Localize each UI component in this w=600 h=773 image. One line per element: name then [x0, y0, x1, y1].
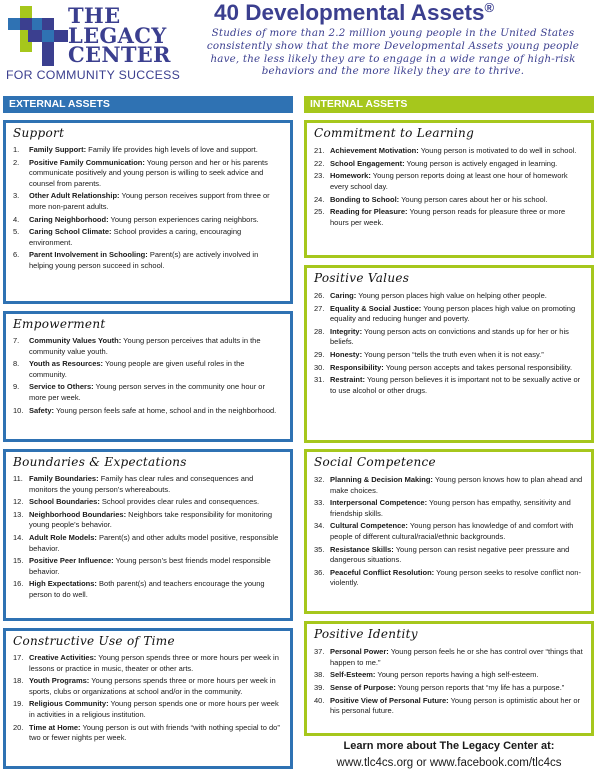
asset-text: Young person feels he or she has control over “things that happen to me.” — [330, 647, 583, 667]
asset-description — [330, 475, 584, 496]
asset-item — [314, 545, 584, 566]
asset-item — [314, 304, 584, 325]
asset-name: Bonding to School: — [330, 194, 400, 204]
intro-text: Studies of more than 2.2 million young people in the United States consistently show that the more Developmental Assets young people have, the less likely they are to engage in a wide range of high-risk behaviors and the more likely they are to thrive. — [206, 27, 580, 78]
asset-number: 26. — [314, 291, 325, 300]
asset-name: Other Adult Relationship: — [29, 191, 120, 201]
asset-description — [330, 568, 584, 589]
asset-number: 17. — [13, 653, 24, 662]
asset-description — [29, 250, 283, 271]
asset-description — [29, 723, 283, 744]
asset-name: High Expectations: — [29, 579, 97, 589]
asset-item — [13, 676, 283, 697]
asset-text: Young person reports that “my life has a purpose.” — [395, 682, 565, 692]
asset-text: Parent(s) are actively involved in helping young person succeed in school. — [29, 250, 259, 270]
asset-description — [330, 545, 584, 566]
asset-item — [314, 363, 584, 374]
asset-name: Youth as Resources: — [29, 359, 104, 369]
asset-number: 21. — [314, 146, 325, 155]
asset-name: Caring Neighborhood: — [29, 214, 109, 224]
asset-name: Neighborhood Boundaries: — [29, 509, 127, 519]
empowerment-section — [3, 311, 293, 442]
section-title: Positive Values — [314, 271, 410, 285]
asset-name: Equality & Social Justice: — [330, 303, 422, 313]
asset-number: 2. — [13, 157, 20, 167]
asset-name: Adult Role Models: — [29, 533, 97, 543]
asset-description — [29, 556, 283, 577]
asset-number: 16. — [13, 579, 24, 589]
asset-number: 27. — [314, 303, 325, 313]
asset-text: Young person serves in the community one hour or more per week. — [29, 382, 265, 402]
asset-description — [29, 145, 283, 156]
asset-item — [314, 171, 584, 192]
asset-text: Young person knows how to plan ahead and make choices. — [330, 475, 583, 495]
asset-text: Young person seeks to resolve conflict non-violently. — [330, 567, 581, 588]
logo — [6, 4, 188, 86]
asset-item — [314, 375, 584, 396]
section-title: Social Competence — [314, 455, 436, 469]
asset-name: School Engagement: — [330, 158, 405, 168]
asset-number: 38. — [314, 670, 325, 680]
asset-item — [13, 699, 283, 720]
asset-number: 14. — [13, 533, 24, 543]
logo-tagline: FOR COMMUNITY SUCCESS — [6, 68, 181, 82]
support-section — [3, 120, 293, 304]
footer-learn-more: Learn more about The Legacy Center at: — [343, 740, 555, 752]
asset-name: Reading for Pleasure: — [330, 207, 408, 217]
asset-text: Young person is motivated to do well in school. — [418, 146, 577, 155]
asset-text: Young person receives support from three or more non-parent adults. — [29, 191, 270, 211]
asset-text: Young person reports having a high self-esteem. — [375, 670, 539, 680]
asset-text: Young person and her or his parents communicate positively and young person is willing to seek advice and counsel from parents. — [29, 157, 268, 188]
asset-text: Young person “tells the truth even when it is not easy.” — [362, 350, 544, 360]
asset-item — [314, 195, 584, 206]
asset-name: Religious Community: — [29, 699, 109, 709]
social-competence-section — [304, 449, 594, 614]
asset-text: Young person is out with friends “with nothing special to do” two or fewer nights per week. — [29, 722, 280, 743]
asset-description — [330, 521, 584, 542]
asset-item — [314, 521, 584, 542]
asset-description — [29, 191, 283, 212]
asset-description — [330, 171, 584, 192]
asset-item — [314, 647, 584, 668]
asset-item — [13, 382, 283, 403]
asset-description — [330, 363, 584, 374]
asset-description — [29, 227, 283, 248]
asset-name: Youth Programs: — [29, 676, 90, 686]
asset-text: Young person spends one or more hours per week in activities in a religious institution. — [29, 699, 279, 719]
asset-description — [29, 676, 283, 697]
asset-text: Young person perceives that adults in the community value youth. — [29, 336, 261, 356]
asset-name: Positive Peer Influence: — [29, 556, 114, 566]
asset-name: Caring School Climate: — [29, 227, 112, 237]
asset-description — [330, 207, 584, 228]
asset-name: Integrity: — [330, 326, 363, 336]
asset-description — [330, 146, 584, 157]
asset-name: Safety: — [29, 405, 55, 415]
asset-text: Young person is actively engaged in learning. — [404, 158, 558, 168]
section-title: Constructive Use of Time — [13, 634, 175, 648]
asset-text: School provides clear rules and consequences. — [99, 497, 260, 507]
asset-item — [13, 227, 283, 248]
asset-item — [13, 158, 283, 190]
boundaries-section — [3, 449, 293, 621]
asset-name: Interpersonal Competence: — [330, 498, 428, 508]
asset-item — [314, 498, 584, 519]
asset-description — [29, 474, 283, 495]
asset-description — [29, 653, 283, 674]
asset-description — [330, 683, 584, 694]
asset-name: Peaceful Conflict Resolution: — [330, 567, 435, 577]
asset-number: 12. — [13, 497, 24, 507]
commitment-learning-section — [304, 120, 594, 258]
asset-item — [314, 568, 584, 589]
asset-name: Cultural Competence: — [330, 521, 408, 531]
asset-item — [314, 475, 584, 496]
asset-name: Resistance Skills: — [330, 544, 394, 554]
asset-text: Neighbors take responsibility for monitoring young people’s behavior. — [29, 509, 272, 530]
asset-item — [314, 683, 584, 694]
asset-description — [29, 336, 283, 357]
page-title: 40 Developmental Assets® — [214, 0, 495, 25]
asset-name: Community Values Youth: — [29, 336, 122, 345]
asset-number: 33. — [314, 498, 325, 508]
asset-name: Service to Others: — [29, 382, 94, 392]
asset-text: Young person places high value on promoting equality and reducing hunger and poverty. — [330, 303, 576, 324]
asset-item — [13, 533, 283, 554]
asset-number: 39. — [314, 682, 325, 692]
asset-text: Young person reads for pleasure three or more hours per week. — [330, 207, 566, 227]
asset-description — [330, 375, 584, 396]
asset-description — [29, 497, 283, 508]
asset-number: 15. — [13, 556, 24, 566]
asset-description — [29, 382, 283, 403]
asset-number: 5. — [13, 227, 20, 237]
asset-text: Young person experiences caring neighbors. — [108, 214, 259, 224]
asset-name: Caring: — [330, 291, 357, 300]
asset-name: Sense of Purpose: — [330, 682, 396, 692]
asset-item — [314, 670, 584, 681]
asset-number: 37. — [314, 647, 325, 656]
asset-item — [13, 556, 283, 577]
asset-item — [13, 510, 283, 531]
asset-description — [29, 699, 283, 720]
asset-name: Time at Home: — [29, 722, 81, 732]
asset-text: School provides a caring, encouraging environment. — [29, 227, 242, 247]
asset-description — [330, 304, 584, 325]
asset-description — [29, 158, 283, 190]
asset-text: Young persons spends three or more hours per week in sports, clubs or organizations at school and/or in the community. — [29, 676, 276, 696]
section-title: Positive Identity — [314, 627, 418, 641]
asset-text: Young person accepts and takes personal responsibility. — [383, 362, 573, 372]
internal-assets-heading: INTERNAL ASSETS — [304, 96, 594, 113]
asset-item — [13, 497, 283, 508]
asset-description — [29, 510, 283, 531]
asset-text: Young person acts on convictions and stands up for her or his beliefs. — [330, 326, 569, 347]
asset-description — [330, 327, 584, 348]
asset-number: 32. — [314, 475, 325, 484]
asset-name: Achievement Motivation: — [330, 146, 419, 155]
asset-name: Family Boundaries: — [29, 474, 99, 483]
asset-text: Young person believes it is important not to be sexually active or to use alcohol or other drugs. — [330, 375, 581, 395]
asset-text: Young people are given useful roles in the community. — [29, 359, 245, 379]
asset-description — [29, 359, 283, 380]
asset-number: 29. — [314, 350, 325, 360]
legacy-center-logo-icon — [6, 4, 70, 68]
asset-text: Parent(s) and other adults model positive, responsible behavior. — [29, 533, 279, 553]
asset-text: Young person is optimistic about her or his personal future. — [330, 695, 580, 716]
section-title: Support — [13, 126, 65, 140]
positive-identity-section — [304, 621, 594, 736]
section-title: Commitment to Learning — [314, 126, 475, 140]
asset-text: Young person’s best friends model responsible behavior. — [29, 556, 271, 576]
asset-name: Homework: — [330, 171, 371, 181]
asset-number: 9. — [13, 382, 20, 392]
asset-number: 3. — [13, 191, 20, 201]
asset-text: Young person feels safe at home, school and in the neighborhood. — [54, 405, 277, 415]
asset-item — [314, 207, 584, 228]
asset-name: Creative Activities: — [29, 653, 97, 662]
section-title: Empowerment — [13, 317, 106, 331]
asset-number: 18. — [13, 676, 24, 686]
asset-item — [314, 291, 584, 302]
asset-name: Personal Power: — [330, 647, 389, 656]
asset-item — [13, 145, 283, 156]
asset-number: 25. — [314, 207, 325, 217]
asset-number: 4. — [13, 214, 20, 224]
asset-name: Planning & Decision Making: — [330, 475, 433, 484]
asset-description — [29, 406, 283, 417]
asset-description — [29, 579, 283, 600]
asset-text: Both parent(s) and teachers encourage the young person to do well. — [29, 579, 265, 599]
constructive-time-section — [3, 628, 293, 769]
asset-item — [13, 406, 283, 417]
asset-item — [13, 250, 283, 271]
asset-description — [330, 498, 584, 519]
asset-name: Self-Esteem: — [330, 670, 376, 680]
asset-item — [13, 474, 283, 495]
asset-name: Honesty: — [330, 350, 363, 360]
asset-name: Positive Family Communication: — [29, 157, 145, 167]
asset-text: Young person has empathy, sensitivity and friendship skills. — [330, 498, 571, 518]
asset-number: 10. — [13, 405, 24, 415]
footer-links[interactable]: www.tlc4cs.org or www.facebook.com/tlc4cs — [336, 757, 562, 769]
asset-item — [13, 215, 283, 226]
asset-item — [314, 696, 584, 717]
asset-text: Young person cares about her or his school. — [399, 194, 548, 204]
asset-number: 19. — [13, 699, 24, 709]
asset-description — [330, 647, 584, 668]
asset-item — [13, 359, 283, 380]
asset-number: 24. — [314, 194, 325, 204]
registered-mark: ® — [484, 0, 495, 15]
asset-text: Young person spends three or more hours per week in lessons or practice in music, theater or other arts. — [29, 653, 279, 673]
asset-description — [330, 350, 584, 361]
asset-description — [330, 696, 584, 717]
asset-number: 34. — [314, 521, 325, 531]
asset-number: 8. — [13, 359, 20, 369]
section-title: Boundaries & Expectations — [13, 455, 187, 469]
asset-description — [29, 215, 283, 226]
external-assets-heading: EXTERNAL ASSETS — [3, 96, 293, 113]
asset-name: Parent Involvement in Schooling: — [29, 250, 148, 260]
asset-number: 40. — [314, 695, 325, 705]
asset-text: Young person has knowledge of and comfort with people of different cultural/racial/ethnic backgrounds. — [330, 521, 574, 541]
asset-description — [29, 533, 283, 554]
asset-number: 36. — [314, 567, 325, 577]
asset-name: Responsibility: — [330, 362, 384, 372]
asset-number: 22. — [314, 158, 325, 168]
asset-name: Restraint: — [330, 375, 366, 385]
asset-number: 31. — [314, 375, 325, 385]
asset-number: 30. — [314, 362, 325, 372]
asset-name: School Boundaries: — [29, 497, 100, 507]
asset-number: 6. — [13, 250, 20, 260]
asset-text: Young person reports doing at least one hour of homework every school day. — [330, 171, 568, 191]
asset-description — [330, 670, 584, 681]
asset-item — [314, 146, 584, 157]
asset-number: 13. — [13, 509, 24, 519]
asset-number: 35. — [314, 544, 325, 554]
asset-text: Family life provides high levels of love and support. — [86, 145, 258, 154]
asset-number: 20. — [13, 722, 24, 732]
asset-description — [330, 195, 584, 206]
asset-number: 11. — [13, 474, 23, 483]
asset-text: Family has clear rules and consequences and monitors the young person’s whereabouts. — [29, 474, 254, 494]
asset-text: Young person can resist negative peer pressure and dangerous situations. — [330, 544, 570, 565]
asset-name: Positive View of Personal Future: — [330, 695, 449, 705]
asset-item — [13, 191, 283, 212]
asset-item — [13, 723, 283, 744]
asset-text: Young person places high value on helping other people. — [356, 291, 547, 300]
asset-item — [314, 159, 584, 170]
asset-number: 28. — [314, 326, 325, 336]
positive-values-section — [304, 265, 594, 443]
asset-item — [13, 653, 283, 674]
asset-number: 23. — [314, 171, 325, 181]
asset-number: 7. — [13, 336, 20, 345]
asset-item — [13, 579, 283, 600]
asset-item — [314, 327, 584, 348]
asset-description — [330, 291, 584, 302]
asset-description — [330, 159, 584, 170]
asset-name: Family Support: — [29, 145, 87, 154]
asset-item — [314, 350, 584, 361]
logo-name: THE LEGACY CENTER — [68, 3, 171, 67]
asset-number: 1. — [13, 145, 20, 154]
asset-item — [13, 336, 283, 357]
